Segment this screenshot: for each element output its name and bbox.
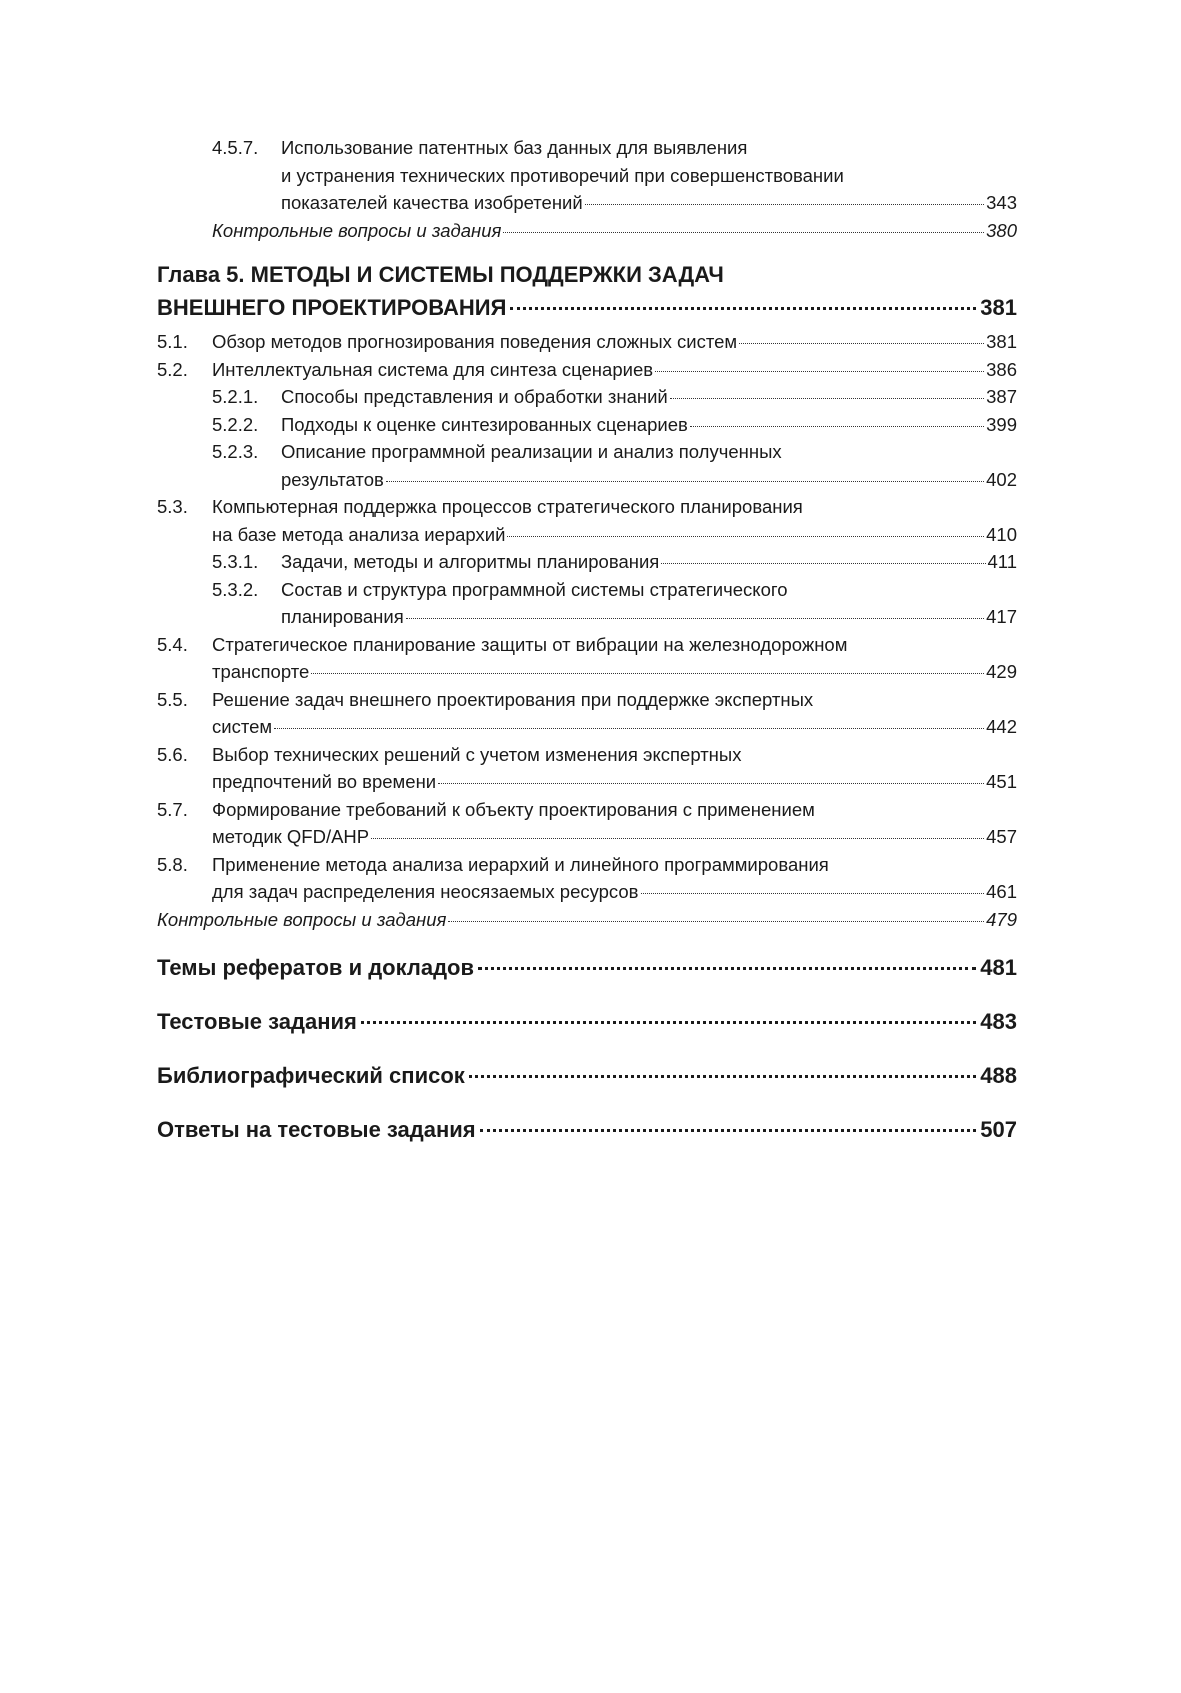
entry-number: 5.2. <box>157 358 188 380</box>
entry-number: 5.2.2. <box>212 413 259 435</box>
toc-entry-questions-ch4[interactable] <box>157 217 1017 245</box>
entry-title-line: Решение задач внешнего проектирования при поддержке экспертных <box>212 688 814 710</box>
entry-title-line: Стратегическое планирование защиты от вибрации на железнодорожном <box>212 633 848 655</box>
entry-title-line: Формирование требований к объекту проектирования с применением <box>212 798 815 820</box>
dot-leader <box>480 1129 977 1132</box>
entry-number: 5.3.1. <box>212 551 259 572</box>
dot-leader <box>469 1075 976 1078</box>
entry-title-line: методик QFD/AHP <box>212 826 370 847</box>
entry-title-line: планирования <box>281 606 404 627</box>
toc-entry-5-2[interactable] <box>157 356 1017 384</box>
toc-chapter-5[interactable] <box>157 258 1017 324</box>
dot-leader <box>503 232 984 233</box>
dot-leader <box>478 967 976 970</box>
dot-leader <box>386 481 984 482</box>
entry-title: Обзор методов прогнозирования поведения сложных систем <box>212 331 738 352</box>
page-number: 402 <box>986 468 1017 490</box>
entry-number: 5.4. <box>157 633 188 655</box>
toc-entry-4-5-7[interactable] <box>157 134 1017 217</box>
dot-leader <box>507 536 984 537</box>
toc-entry-5-1[interactable] <box>157 328 1017 356</box>
page-number: 451 <box>986 771 1017 792</box>
entry-title: Подходы к оценке синтезированных сценариев <box>281 413 688 435</box>
dot-leader <box>438 783 984 784</box>
toc-entry-5-7[interactable] <box>157 796 1017 851</box>
table-of-contents <box>157 134 1017 1146</box>
toc-tests[interactable] <box>157 1005 1017 1038</box>
page-number: 483 <box>980 1009 1017 1034</box>
entry-number: 5.6. <box>157 743 188 765</box>
entry-title: Темы рефератов и докладов <box>157 955 475 980</box>
page-number: 411 <box>987 551 1017 572</box>
page-number: 457 <box>986 826 1017 847</box>
entry-title-line: Компьютерная поддержка процессов стратегического планирования <box>212 496 803 517</box>
page-number: 386 <box>986 358 1017 380</box>
toc-entry-5-2-3[interactable] <box>157 438 1017 493</box>
entry-title-line: и устранения технических противоречий при совершенствовании <box>281 164 844 186</box>
entry-title: Ответы на тестовые задания <box>157 1117 476 1142</box>
page-number: 387 <box>986 386 1017 407</box>
toc-entry-5-8[interactable] <box>157 851 1017 906</box>
entry-number: 5.2.3. <box>212 441 259 462</box>
entry-title: Задачи, методы и алгоритмы планирования <box>281 551 660 572</box>
page-number: 381 <box>986 331 1017 352</box>
chapter-title-line: ВНЕШНЕГО ПРОЕКТИРОВАНИЯ <box>157 295 507 320</box>
page-number: 479 <box>986 908 1017 930</box>
page-number: 343 <box>986 192 1017 213</box>
entry-title-line: систем <box>212 716 273 737</box>
page-number: 481 <box>980 955 1017 980</box>
page-number: 417 <box>986 606 1017 627</box>
page-number: 461 <box>986 881 1017 902</box>
entry-title-line: Описание программной реализации и анализ полученных <box>281 441 782 462</box>
dot-leader <box>406 618 984 619</box>
dot-leader <box>510 307 976 310</box>
entry-title-line: результатов <box>281 468 384 490</box>
toc-entry-5-4[interactable] <box>157 631 1017 686</box>
dot-leader <box>690 426 984 427</box>
entry-title-line: Выбор технических решений с учетом изменения экспертных <box>212 743 742 765</box>
entry-title: Библиографический список <box>157 1063 465 1088</box>
entry-title-line: Применение метода анализа иерархий и линейного программирования <box>212 853 829 875</box>
entry-title-line: предпочтений во времени <box>212 771 437 792</box>
toc-entry-5-3-2[interactable] <box>157 576 1017 631</box>
page-number: 381 <box>980 295 1017 320</box>
page-number: 410 <box>986 523 1017 545</box>
entry-number: 5.2.1. <box>212 386 259 407</box>
toc-entry-5-2-1[interactable] <box>157 383 1017 411</box>
toc-entry-5-2-2[interactable] <box>157 411 1017 439</box>
toc-entry-5-6[interactable] <box>157 741 1017 796</box>
entry-title-line: Использование патентных баз данных для выявления <box>281 137 748 158</box>
page-number: 429 <box>986 661 1017 682</box>
entry-number: 5.5. <box>157 688 188 710</box>
entry-number: 5.3. <box>157 496 188 517</box>
dot-leader <box>655 371 984 372</box>
entry-title-line: показателей качества изобретений <box>281 192 583 213</box>
page-number: 507 <box>980 1117 1017 1142</box>
entry-number: 5.3.2. <box>212 578 259 600</box>
toc-entry-5-5[interactable] <box>157 686 1017 741</box>
page-number: 442 <box>986 716 1017 737</box>
dot-leader <box>670 398 984 399</box>
entry-number: 4.5.7. <box>212 137 259 158</box>
dot-leader <box>585 204 984 205</box>
dot-leader <box>661 563 985 564</box>
page-number: 488 <box>980 1063 1017 1088</box>
entry-number: 5.7. <box>157 798 188 820</box>
toc-topics[interactable] <box>157 951 1017 984</box>
entry-title-line: на базе метода анализа иерархий <box>212 523 506 545</box>
dot-leader <box>739 343 984 344</box>
entry-title: Тестовые задания <box>157 1009 357 1034</box>
toc-bibliography[interactable] <box>157 1059 1017 1092</box>
page-number: 399 <box>986 413 1017 435</box>
toc-answers[interactable] <box>157 1113 1017 1146</box>
entry-title: Способы представления и обработки знаний <box>281 386 668 407</box>
toc-entry-questions-ch5[interactable] <box>157 906 1017 934</box>
toc-entry-5-3-1[interactable] <box>157 548 1017 576</box>
dot-leader <box>641 893 985 894</box>
dot-leader <box>448 921 984 922</box>
entry-title-line: транспорте <box>212 661 310 682</box>
dot-leader <box>274 728 984 729</box>
chapter-title-line: Глава 5. МЕТОДЫ И СИСТЕМЫ ПОДДЕРЖКИ ЗАДАЧ <box>157 262 724 287</box>
dot-leader <box>361 1021 976 1024</box>
entry-title-line: для задач распределения неосязаемых ресурсов <box>212 881 639 902</box>
entry-number: 5.1. <box>157 331 188 352</box>
dot-leader <box>311 673 984 674</box>
page-number: 380 <box>986 219 1017 241</box>
dot-leader <box>371 838 984 839</box>
toc-entry-5-3[interactable] <box>157 493 1017 548</box>
entry-title: Контрольные вопросы и задания <box>212 219 502 241</box>
entry-number: 5.8. <box>157 853 188 875</box>
entry-title: Интеллектуальная система для синтеза сценариев <box>212 358 654 380</box>
entry-title-line: Состав и структура программной системы стратегического <box>281 578 788 600</box>
entry-title: Контрольные вопросы и задания <box>157 908 447 930</box>
